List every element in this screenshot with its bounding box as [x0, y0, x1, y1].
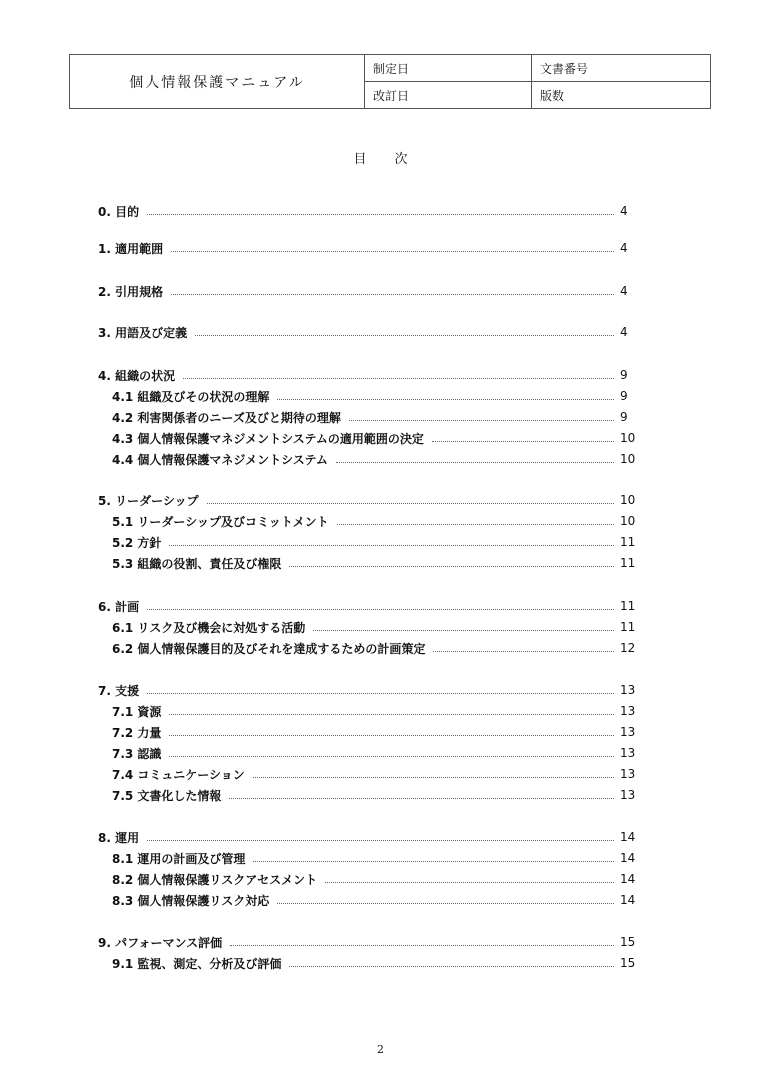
enacted-date-label: 制定日 [365, 55, 532, 82]
toc-entry-page: 15 [620, 935, 636, 949]
toc-entry-page: 10 [620, 452, 636, 466]
toc-leader-dots [325, 881, 614, 883]
toc-leader-dots [195, 334, 614, 336]
toc-entry-page: 4 [620, 204, 628, 218]
toc-entry[interactable] [112, 723, 638, 741]
toc-leader-dots [336, 461, 614, 463]
toc-entry[interactable] [112, 849, 638, 867]
toc-leader-dots [432, 440, 614, 442]
toc-entry-label: 3. 用語及び定義 [98, 325, 188, 340]
toc-leader-dots [229, 797, 614, 799]
toc-entry-page: 9 [620, 368, 628, 382]
toc-entry-label: 4.3 個人情報保護マネジメントシステムの適用範囲の決定 [112, 431, 424, 446]
toc-leader-dots [169, 713, 614, 715]
toc-entry[interactable] [112, 786, 638, 804]
toc-entry-page: 14 [620, 893, 636, 907]
toc-entry-label: 7.3 認識 [112, 746, 162, 761]
toc-entry-page: 13 [620, 767, 636, 781]
toc-entry[interactable] [98, 239, 638, 257]
toc-entry-page: 4 [620, 241, 628, 255]
toc-leader-dots [147, 213, 614, 215]
toc-entry-label: 7.4 コミュニケーション [112, 767, 245, 782]
toc-leader-dots [147, 839, 614, 841]
toc-entry-label: 7.1 資源 [112, 704, 162, 719]
page-number: 2 [377, 1043, 384, 1056]
toc-entry-page: 11 [620, 535, 636, 549]
toc-entry-page: 12 [620, 641, 636, 655]
toc-entry-page: 13 [620, 725, 636, 739]
toc-entry-page: 14 [620, 872, 636, 886]
toc-entry-page: 13 [620, 704, 636, 718]
toc-entry-page: 13 [620, 746, 636, 760]
toc-entry[interactable] [112, 408, 638, 426]
toc-entry[interactable] [98, 681, 638, 699]
toc-leader-dots [230, 944, 614, 946]
toc-entry-page: 14 [620, 851, 636, 865]
toc-entry[interactable] [112, 765, 638, 783]
toc-entry-label: 7.2 力量 [112, 725, 162, 740]
manual-title: 個人情報保護マニュアル [70, 55, 365, 109]
toc-entry[interactable] [112, 639, 638, 657]
toc-entry-page: 11 [620, 599, 636, 613]
toc-entry[interactable] [112, 954, 638, 972]
toc-entry[interactable] [112, 744, 638, 762]
toc-leader-dots [433, 650, 614, 652]
toc-entry-label: 4. 組織の状況 [98, 368, 176, 383]
toc-leader-dots [253, 776, 614, 778]
toc-entry[interactable] [112, 870, 638, 888]
toc-leader-dots [169, 544, 614, 546]
toc-heading [0, 148, 761, 167]
toc-leader-dots [277, 398, 614, 400]
toc-entry-label: 7.5 文書化した情報 [112, 788, 222, 803]
toc-leader-dots [289, 565, 614, 567]
toc-entry-page: 10 [620, 431, 636, 445]
toc-entry-label: 7. 支援 [98, 683, 140, 698]
toc-entry-page: 15 [620, 956, 636, 970]
toc-entry[interactable] [98, 491, 638, 509]
toc-entry-label: 8.2 個人情報保護リスクアセスメント [112, 872, 318, 887]
toc-entry[interactable] [98, 828, 638, 846]
toc-leader-dots [169, 755, 614, 757]
toc-entry-label: 9. パフォーマンス評価 [98, 935, 223, 950]
toc-leader-dots [349, 419, 614, 421]
toc-entry-label: 6.1 リスク及び機会に対処する活動 [112, 620, 306, 635]
toc-leader-dots [171, 293, 614, 295]
toc-leader-dots [253, 860, 614, 862]
toc-entry-label: 2. 引用規格 [98, 284, 164, 299]
toc-entry-label: 5.3 組織の役割、責任及び権限 [112, 556, 282, 571]
toc-entry-label: 5.1 リーダーシップ及びコミットメント [112, 514, 329, 529]
toc-leader-dots [277, 902, 614, 904]
toc-entry-page: 13 [620, 788, 636, 802]
toc-entry[interactable] [112, 450, 638, 468]
toc-entry-page: 14 [620, 830, 636, 844]
toc-entry[interactable] [112, 387, 638, 405]
toc-entry-label: 5. リーダーシップ [98, 493, 199, 508]
toc-entry[interactable] [112, 891, 638, 909]
toc-leader-dots [337, 523, 614, 525]
toc-entry[interactable] [112, 429, 638, 447]
toc-leader-dots [289, 965, 614, 967]
toc-entry[interactable] [98, 597, 638, 615]
toc-entry[interactable] [112, 618, 638, 636]
toc-entry[interactable] [98, 366, 638, 384]
toc-entry-page: 9 [620, 410, 628, 424]
toc-entry[interactable] [98, 282, 638, 300]
toc-heading-left: 目 [353, 152, 367, 167]
toc-entry-label: 1. 適用範囲 [98, 241, 164, 256]
toc-entry-page: 10 [620, 514, 636, 528]
toc-entry-label: 4.4 個人情報保護マネジメントシステム [112, 452, 328, 467]
toc-leader-dots [313, 629, 614, 631]
toc-entry[interactable] [98, 202, 638, 220]
toc-entry-page: 11 [620, 620, 636, 634]
toc-leader-dots [147, 692, 614, 694]
toc-entry[interactable] [112, 554, 638, 572]
toc-entry-page: 11 [620, 556, 636, 570]
doc-number-label: 文書番号 [532, 55, 711, 82]
toc-entry-label: 6.2 個人情報保護目的及びそれを達成するための計画策定 [112, 641, 426, 656]
version-label: 版数 [532, 82, 711, 109]
toc-heading-right: 次 [394, 152, 408, 167]
toc-entry-label: 4.2 利害関係者のニーズ及びと期待の理解 [112, 410, 341, 425]
toc-entry-label: 8. 運用 [98, 830, 140, 845]
toc-leader-dots [183, 377, 614, 379]
toc-leader-dots [169, 734, 614, 736]
toc-leader-dots [171, 250, 614, 252]
toc-entry[interactable] [112, 533, 638, 551]
toc-entry-label: 0. 目的 [98, 204, 140, 219]
toc-entry-label: 8.3 個人情報保護リスク対応 [112, 893, 270, 908]
toc-entry-page: 9 [620, 389, 628, 403]
toc-entry-label: 4.1 組織及びその状況の理解 [112, 389, 270, 404]
toc-entry-page: 10 [620, 493, 636, 507]
toc-entry[interactable] [98, 933, 638, 951]
toc-entry-label: 8.1 運用の計画及び管理 [112, 851, 246, 866]
toc-leader-dots [207, 502, 614, 504]
toc-entry-label: 9.1 監視、測定、分析及び評価 [112, 956, 282, 971]
toc-entry[interactable] [98, 323, 638, 341]
toc-entry-page: 13 [620, 683, 636, 697]
document-header-table [69, 54, 711, 109]
toc-entry[interactable] [112, 702, 638, 720]
revised-date-label: 改訂日 [365, 82, 532, 109]
toc-entry[interactable] [112, 512, 638, 530]
toc-entry-page: 4 [620, 325, 628, 339]
toc-entry-label: 5.2 方針 [112, 535, 162, 550]
toc-leader-dots [147, 608, 614, 610]
toc-entry-label: 6. 計画 [98, 599, 140, 614]
toc-entry-page: 4 [620, 284, 628, 298]
